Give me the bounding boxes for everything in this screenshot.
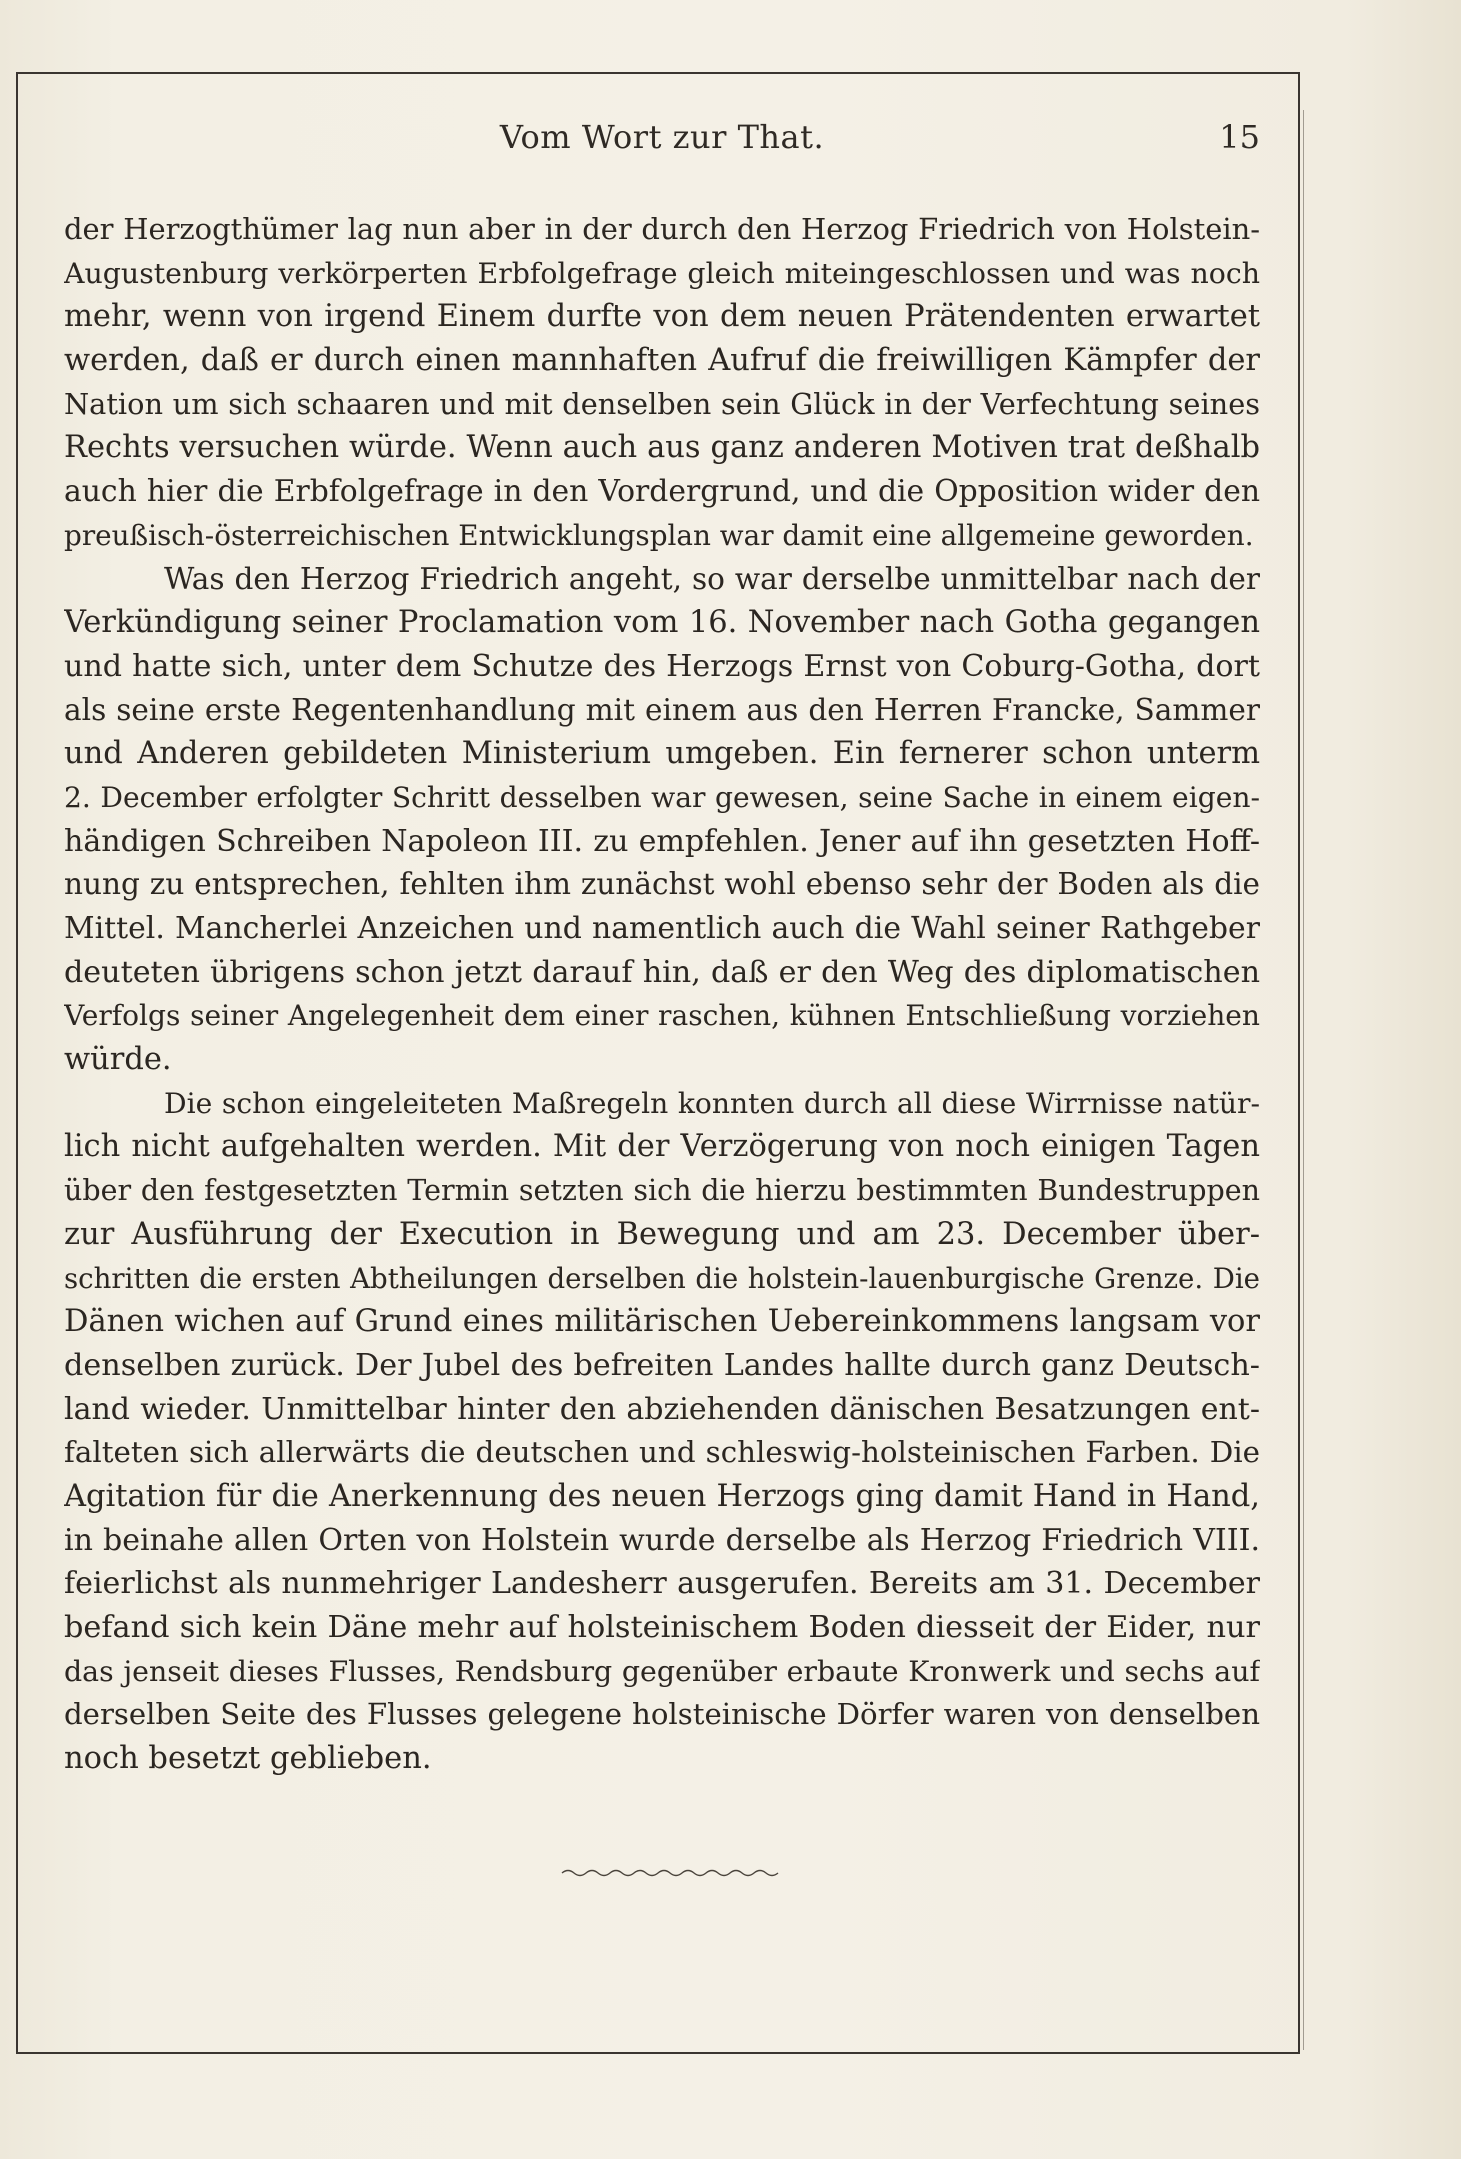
text-line: derselben Seite des Flusses gelegene holsteinische Dörfer waren von denselben xyxy=(64,1697,1260,1732)
paragraph-first-line: Was den Herzog Friedrich angeht, so war derselbe unmittelbar nach der xyxy=(164,561,1260,596)
text-line: Verfolgs seiner Angelegenheit dem einer raschen, kühnen Entschließung vorziehen xyxy=(64,999,1260,1033)
text-line: nung zu entsprechen, fehlten ihm zunächst wohl ebenso sehr der Boden als die xyxy=(64,867,1260,902)
text-line: der Herzogthümer lag nun aber in der durch den Herzog Friedrich von Holstein- xyxy=(64,212,1260,246)
text-line: preußisch-österreichischen Entwicklungsplan war damit eine allgemeine geworden. xyxy=(64,518,1254,552)
text-line: Dänen wichen auf Grund eines militärischen Uebereinkommens langsam vor xyxy=(64,1304,1260,1340)
frame-bottom-rule xyxy=(16,2052,1300,2054)
text-line: falteten sich allerwärts die deutschen und schleswig-holsteinischen Farben. Die xyxy=(64,1435,1260,1470)
text-line: Rechts versuchen würde. Wenn auch aus ganz anderen Motiven trat deßhalb xyxy=(64,430,1260,466)
text-line: in beinahe allen Orten von Holstein wurde derselbe als Herzog Friedrich VIII. xyxy=(64,1522,1260,1558)
text-line: Nation um sich schaaren und mit denselben sein Glück in der Verfechtung seines xyxy=(64,386,1260,421)
text-line: noch besetzt geblieben. xyxy=(64,1741,432,1777)
text-line: Augustenburg verkörperten Erbfolgefrage gleich miteingeschlossen und was noch xyxy=(64,256,1260,290)
frame-left-rule xyxy=(16,72,18,2052)
text-line: und hatte sich, unter dem Schutze des Herzogs Ernst von Coburg-Gotha, dort xyxy=(64,648,1260,684)
text-line: denselben zurück. Der Jubel des befreiten Landes hallte durch ganz Deutsch- xyxy=(64,1347,1260,1383)
text-line: auch hier die Erbfolgefrage in den Vordergrund, und die Opposition wider den xyxy=(64,474,1260,510)
text-line: händigen Schreiben Napoleon III. zu empfehlen. Jener auf ihn gesetzten Hoff- xyxy=(64,823,1260,859)
text-line: das jenseit dieses Flusses, Rendsburg gegenüber erbaute Kronwerk und sechs auf xyxy=(64,1654,1260,1688)
text-line: deuteten übrigens schon jetzt darauf hin, daß er den Weg des diplomatischen xyxy=(64,954,1260,990)
page-number: 15 xyxy=(1219,118,1260,156)
page-edge-shadow xyxy=(1303,110,1304,2050)
text-line: feierlichst als nunmehriger Landesherr ausgerufen. Bereits am 31. December xyxy=(64,1566,1260,1602)
text-line: land wieder. Unmittelbar hinter den abziehenden dänischen Besatzungen ent- xyxy=(64,1391,1260,1427)
section-end-ornament xyxy=(560,1866,780,1880)
body-text xyxy=(64,208,1260,1781)
text-line: werden, daß er durch einen mannhaften Aufruf die freiwilligen Kämpfer der xyxy=(64,343,1260,379)
paragraph-first-line: Die schon eingeleiteten Maßregeln konnten durch all diese Wirrnisse natür- xyxy=(164,1086,1260,1120)
text-line: befand sich kein Däne mehr auf holsteinischem Boden diesseit der Eider, nur xyxy=(64,1610,1260,1645)
text-line: würde. xyxy=(64,1042,172,1078)
text-line: Verkündigung seiner Proclamation vom 16. November nach Gotha gegangen xyxy=(64,605,1260,641)
text-line: 2. December erfolgter Schritt desselben war gewesen, seine Sache in einem eigen- xyxy=(64,780,1260,814)
text-line: mehr, wenn von irgend Einem durfte von dem neuen Prätendenten erwartet xyxy=(64,299,1260,335)
text-line: und Anderen gebildeten Ministerium umgeben. Ein fernerer schon unterm xyxy=(64,736,1260,772)
text-line: schritten die ersten Abtheilungen derselben die holstein-lauenburgische Grenze. Die xyxy=(64,1261,1260,1295)
text-line: als seine erste Regentenhandlung mit einem aus den Herren Francke, Sammer xyxy=(64,692,1260,727)
text-line: zur Ausführung der Execution in Bewegung und am 23. December über- xyxy=(64,1216,1260,1252)
text-line: Mittel. Mancherlei Anzeichen und namentlich auch die Wahl seiner Rathgeber xyxy=(64,911,1260,946)
text-line: Agitation für die Anerkennung des neuen Herzogs ging damit Hand in Hand, xyxy=(64,1478,1260,1514)
text-line: lich nicht aufgehalten werden. Mit der Verzögerung von noch einigen Tagen xyxy=(64,1129,1260,1165)
text-line: über den festgesetzten Termin setzten sich die hierzu bestimmten Bundestruppen xyxy=(64,1174,1260,1208)
frame-top-rule xyxy=(16,72,1300,74)
frame-right-rule xyxy=(1298,72,1300,2052)
running-head: Vom Wort zur That. xyxy=(499,118,825,156)
page-header xyxy=(64,118,1260,168)
